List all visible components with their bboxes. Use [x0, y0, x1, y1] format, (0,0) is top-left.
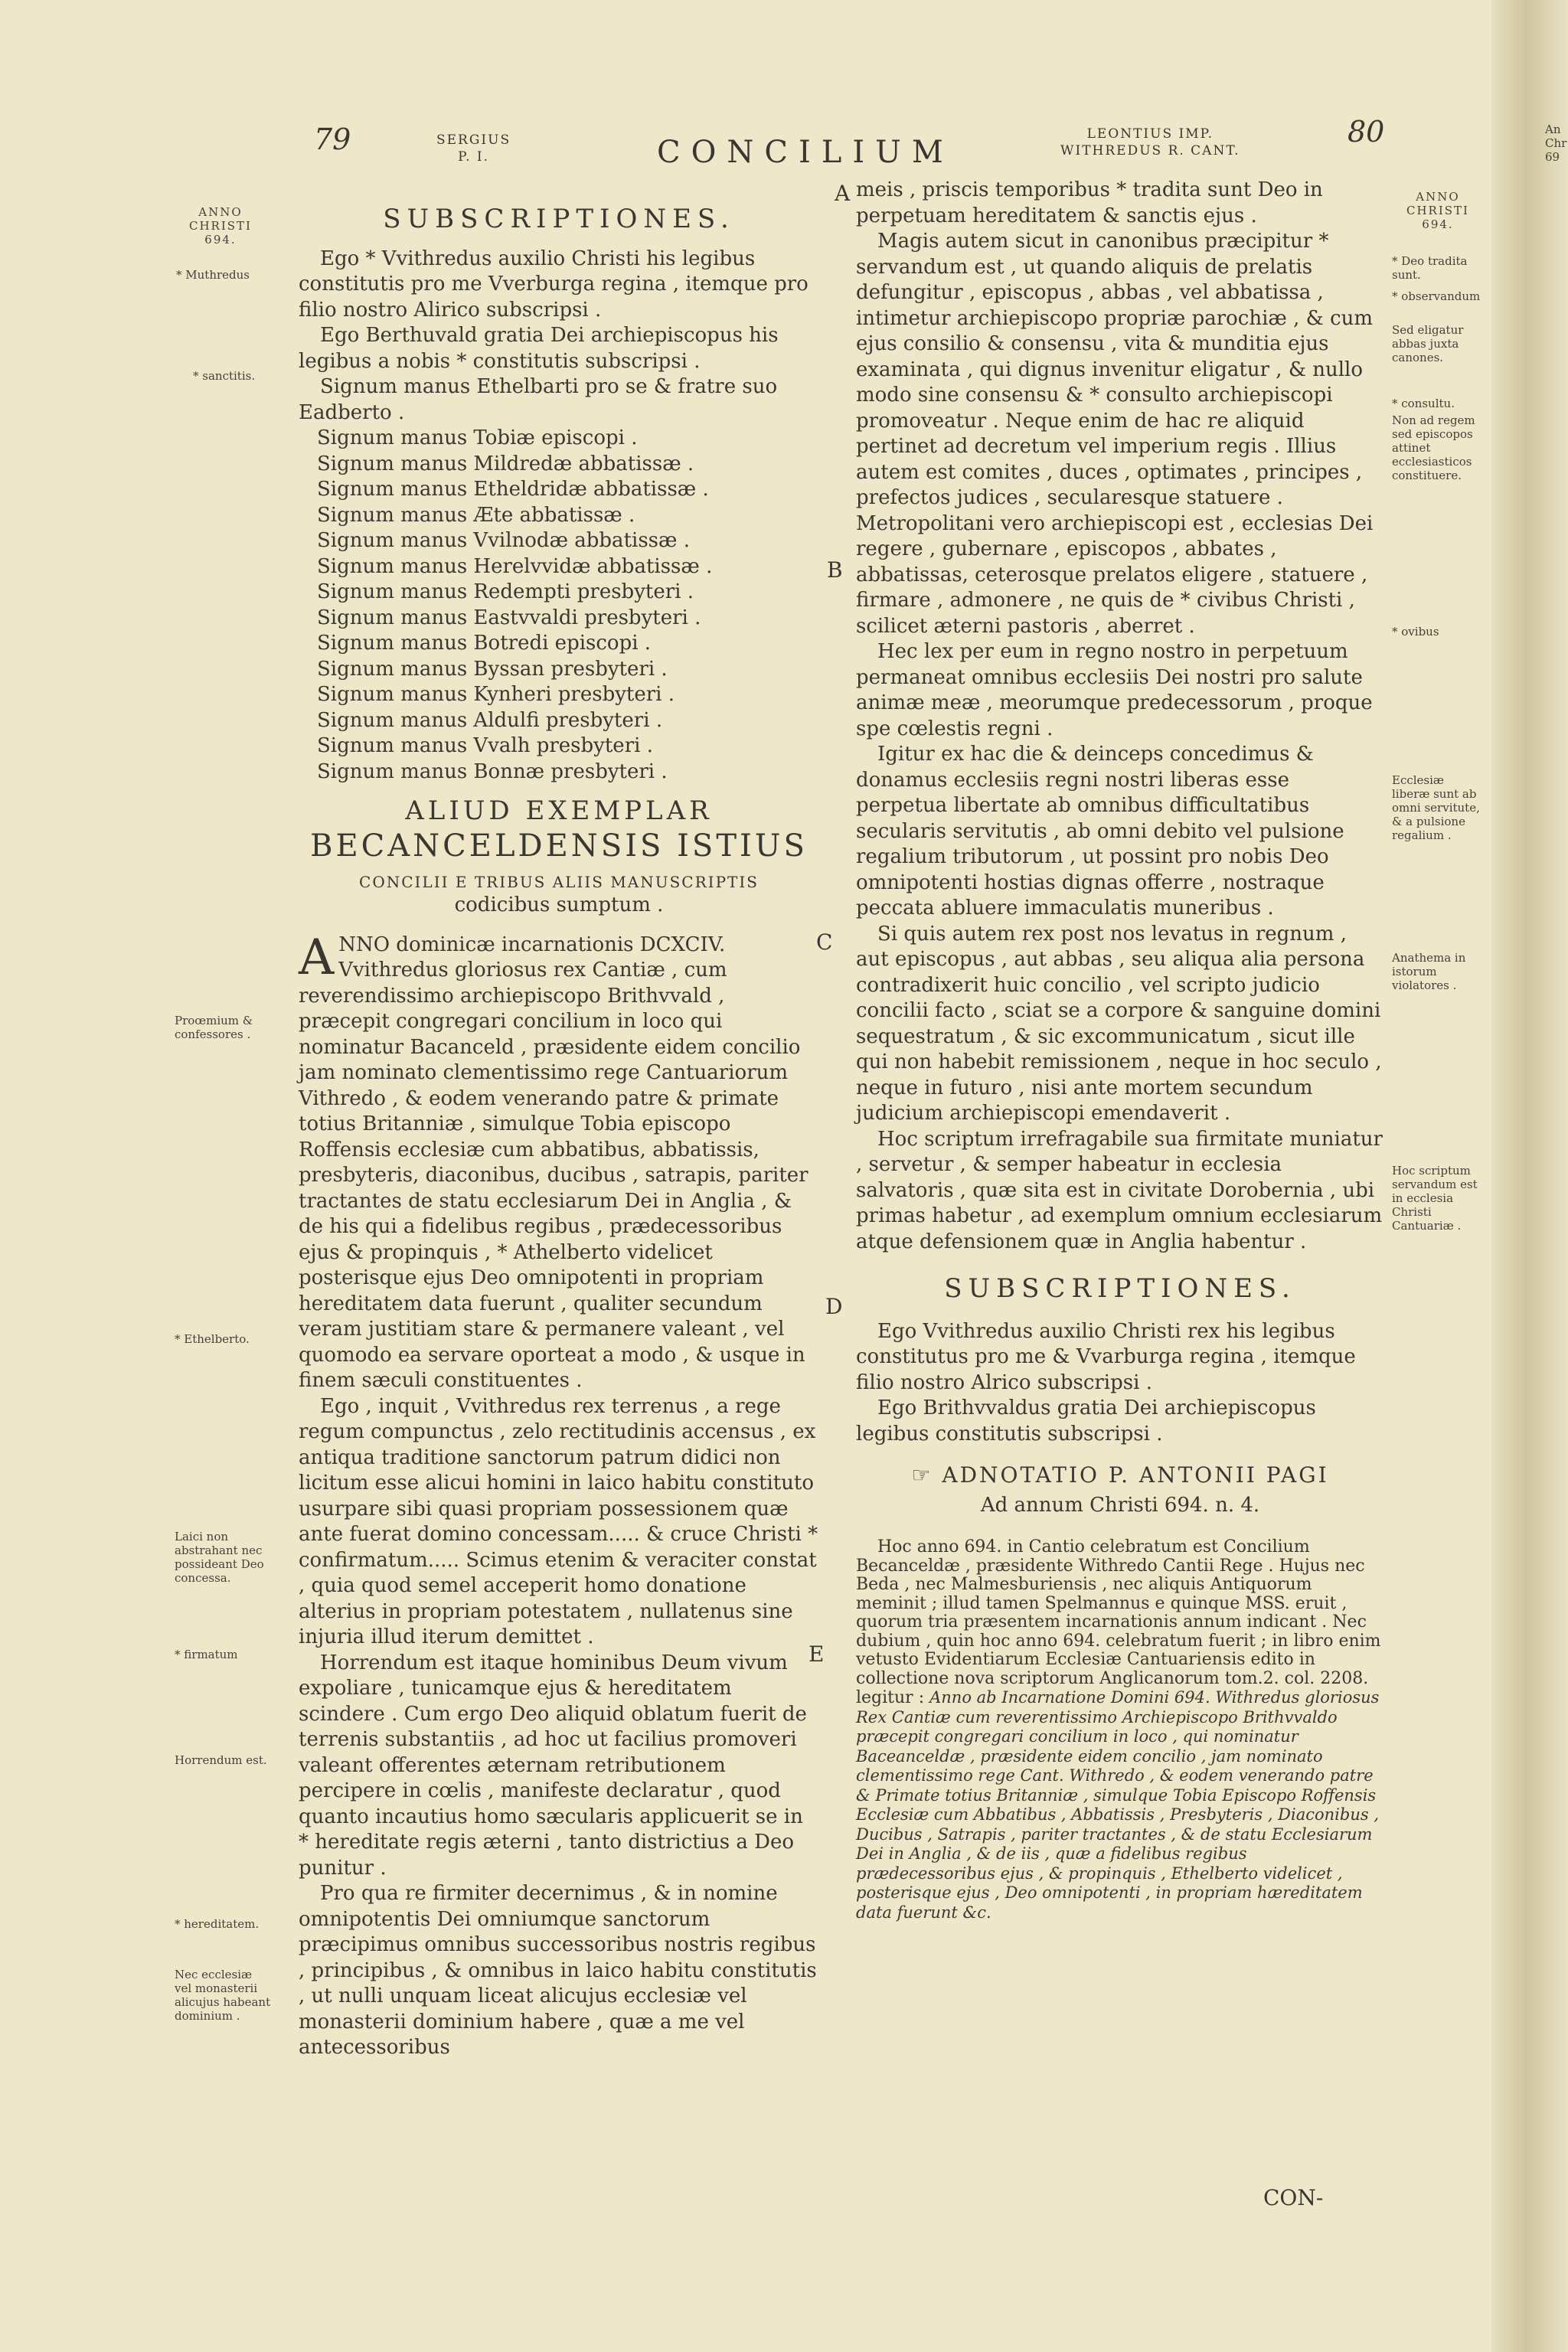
- aliud-exemplar-heading: ALIUD EXEMPLAR: [405, 795, 713, 826]
- right-margin-note: * consultu.: [1392, 397, 1455, 410]
- body-paragraph: Hoc scriptum irrefragabile sua firmitate muniatur , servetur , & semper habeatur in ecclesia salvatoris , quæ sita est in civitate Dorobernia , ubi primas habetur , ad exemplum omnium ecclesiarum atque defensionem quæ in Anglia habentur .: [856, 1127, 1383, 1253]
- body-paragraph: Pro qua re firmiter decernimus , & in nomine omnipotentis Dei omniumque sanctorum præcipimus omnibus successoribus nostris regibus , principibus , & omnibus in laico habitu constitutis , ut nulli unquam liceat alicujus ecclesiæ vel monasterii dominium habere , quæ a me vel antecessoribus: [299, 1882, 817, 2059]
- concilii-subtitle-2: codicibus sumptum .: [454, 893, 664, 916]
- left-margin-note: Horrendum est.: [175, 1753, 267, 1767]
- signum-line: Signum manus Etheldridæ abbatissæ .: [317, 478, 709, 501]
- signum-line: Signum manus Botredi episcopi .: [317, 632, 652, 655]
- section-letter: D: [825, 1294, 843, 1319]
- right-margin-note: * observandum: [1392, 289, 1481, 303]
- right-margin-note: Sed eligatur abbas juxta canones.: [1392, 323, 1464, 364]
- left-margin-note: * Ethelberto.: [175, 1332, 250, 1346]
- section-letter: E: [808, 1642, 825, 1667]
- left-margin-note: Nec ecclesiæ vel monasterii alicujus habeant dominium .: [175, 1968, 271, 2023]
- signum-line: Signum manus Redempti presbyteri .: [317, 580, 694, 603]
- left-page-number: 79: [314, 122, 351, 156]
- body-paragraph: meis , priscis temporibus * tradita sunt Deo in perpetuam hereditatem & sanctis ejus .: [856, 178, 1323, 227]
- page-gutter: [1491, 0, 1568, 2352]
- subscription-line: Ego * Vvithredus auxilio Christi his legibus constitutis pro me Vverburga regina , itemque pro filio nostro Alirico subscripsi .: [299, 247, 808, 322]
- signum-line: Signum manus Vvalh presbyteri .: [317, 734, 653, 757]
- body-paragraph: Horrendum est itaque hominibus Deum vivum expoliare , tunicamque ejus & hereditatem scindere . Cum ergo Deo aliquid oblatum fuerit de terrenis substantiis , ad hoc ut facilius promoveri valeant offerentes æternam retributionem percipere in cœlis , manifeste declaratur , quod quanto incautius homo sæcularis applicuerit se in * hereditate regis æterni , tanto districtius a Deo punitur .: [299, 1651, 807, 1880]
- signum-line: Signum manus Vvilnodæ abbatissæ .: [317, 529, 690, 552]
- subscription-line: Signum manus Ethelbarti pro se & fratre suo Eadberto .: [299, 375, 778, 424]
- right-margin-note: Non ad regem sed episcopos attinet ecclesiasticos constituere.: [1392, 413, 1475, 482]
- section-letter: C: [816, 929, 833, 955]
- left-margin-note: * firmatum: [175, 1648, 238, 1661]
- body-paragraph: Hec lex per eum in regno nostro in perpetuum permaneat omnibus ecclesiis Dei nostri pro salute animæ meæ , meorumque predecessorum , proque spe cœlestis regni .: [856, 640, 1373, 740]
- subscription-line: Ego Brithvvaldus gratia Dei archiepiscopus legibus constitutis subscripsi .: [856, 1396, 1316, 1446]
- adnotatio-heading: ☞ ADNOTATIO P. ANTONII PAGI: [911, 1462, 1329, 1488]
- left-margin-anno: ANNO CHRISTI 694.: [189, 205, 252, 247]
- signum-line: Signum manus Kynheri presbyteri .: [317, 683, 675, 706]
- section-letter: A: [835, 181, 851, 206]
- facing-page-edge: An Chr 69: [1545, 122, 1567, 164]
- right-page-number: 80: [1348, 115, 1385, 149]
- signum-line: Signum manus Bonnæ presbyteri .: [317, 760, 668, 783]
- right-margin-note: * ovibus: [1392, 625, 1439, 639]
- left-running-head: SERGIUS P. I.: [436, 132, 511, 165]
- signum-line: Signum manus Eastvvaldi presbyteri .: [317, 606, 701, 629]
- subscription-line: Ego Berthuvald gratia Dei archiepiscopus his legibus a nobis * constitutis subscripsi .: [299, 324, 779, 373]
- signum-line: Signum manus Byssan presbyteri .: [317, 657, 668, 681]
- left-column: [299, 202, 819, 2061]
- drop-cap: A: [299, 929, 335, 986]
- right-margin-note: Hoc scriptum servandum est in ecclesia Christi Cantuariæ .: [1392, 1164, 1478, 1233]
- body-paragraph: Ego , inquit , Vvithredus rex terrenus , a rege regum compunctus , zelo rectitudinis accensus , ex antiqua traditione sanctorum patrum didici non licitum esse alicui homini in laico habitu constituto usurpare sibi quasi propriam possessionem quæ ante fuerat domino concessam..... & cruce Christi * confirmatum..... Scimus etenim & veraciter constat , quia quod semel acceperit homo donatione alterius in propriam potestatem , nullatenus sine injuria illud iterum demittet .: [299, 1394, 818, 1648]
- body-paragraph: Igitur ex hac die & deinceps concedimus & donamus ecclesiis regni nostri liberas esse perpetua libertate ab omnibus difficultatibus secularis servitutis , ab omni debito vel pulsione regalium tributorum , ut possint pro nobis Deo omnipotenti hostias dignas offerre , nostraque peccata abluere immaculatis muneribus .: [856, 743, 1344, 920]
- adnotatio-note: Hoc anno 694. in Cantio celebratum est Concilium Becanceldæ , præsidente Withredo Cantii Rege . Hujus nec Beda , nec Malmesburiensis , nec aliquis Antiquorum meminit ; illud tamen Spelmannus e quinque MSS. eruit , quorum tria præsentem incarnationis annum indicant . Nec dubium , quin hoc anno 694. celebratum fuerit ; in libro enim vetusto Evidentiarum Ecclesiæ Cantuariensis edito in collectione nova scriptorum Anglicanorum tom.2. col. 2208. legitur : Anno ab Incarnatione Domini 694. Withredus gloriosus Rex Cantiæ cum reverentissimo Archiepiscopo Brithvvaldo præcepit congregari concilium in loco , qui nominatur Baceanceldæ , præsidente eidem concilio , jam nominato clementissimo rege Cant. Withredo , & eodem venerando patre & Primate totius Britanniæ , simulque Tobia Episcopo Roffensis Ecclesiæ cum Abbatibus , Abbatissis , Presbyteris , Diaconibus , Ducibus , Satrapis , pariter tractantes , & de statu Ecclesiarum Dei in Anglia , & de iis , quæ a fidelibus regibus prædecessoribus ejus , & propinquis , Ethelberto videlicet , posterisque ejus , Deo omnipotenti , in propriam hæreditatem data fuerunt &c.: [856, 1537, 1381, 1922]
- catchword: CON-: [1263, 2185, 1324, 2210]
- adnotatio-subtitle: Ad annum Christi 694. n. 4.: [980, 1493, 1260, 1517]
- signum-line: Signum manus Tobiæ episcopi .: [317, 426, 638, 449]
- signa-list: [299, 426, 819, 785]
- body-paragraph: ANNO dominicæ incarnationis DCXCIV. Vvithredus gloriosus rex Cantiæ , cum reverendissimo archiepiscopo Brithvvald , præcepit congregari concilium in loco qui nominatur Bacanceld , præsidente eidem concilio jam nominato clementissimo rege Cantuariorum Vithredo , & eodem venerando patre & primate totius Britanniæ , simulque Tobia episcopo Roffensis ecclesiæ cum abbatibus, abbatissis, presbyteris, diaconibus, ducibus , satrapis, pariter tractantes de statu ecclesiarum Dei in Anglia , & de his qui a fidelibus regibus , prædecessoribus ejus & propinquis , * Athelberto videlicet posterisque ejus Deo omnipotenti in propriam hereditatem data fuerunt , qualiter secundum veram justitiam stare & permanere valeant , vel quomodo ea servare oporteat a modo , & usque in finem sæculi constituentes .: [299, 929, 808, 1392]
- left-margin-note: * sanctitis.: [193, 369, 256, 383]
- left-margin-note: * Muthredus: [176, 268, 250, 282]
- becanceldensis-heading: BECANCELDENSIS ISTIUS: [310, 828, 808, 864]
- subscriptiones-heading-right: SUBSCRIPTIONES.: [944, 1273, 1296, 1304]
- left-margin-note: * hereditatem.: [175, 1917, 260, 1931]
- signum-line: Signum manus Aldulfi presbyteri .: [317, 708, 663, 732]
- signum-line: Signum manus Herelvvidæ abbatissæ .: [317, 554, 713, 578]
- body-paragraph: Si quis autem rex post nos levatus in regnum , aut episcopus , aut abbas , seu aliqua alia persona contradixerit huic concilio , vel scripto judicio concilii facto , sciat se a corpore & sanguine domini sequestratum , & sic excommunicatum , sicut ille qui non habebit remissionem , neque in hoc seculo , neque in futuro , nisi ante mortem secundum judicium archiepiscopi emendaverit .: [856, 922, 1382, 1125]
- right-margin-note: Ecclesiæ liberæ sunt ab omni servitute, & a pulsione regalium .: [1392, 773, 1480, 842]
- right-margin-note: Anathema in istorum violatores .: [1392, 951, 1466, 992]
- right-running-head: LEONTIUS IMP. WITHREDUS R. CANT.: [1060, 126, 1240, 158]
- right-margin-anno: ANNO CHRISTI 694.: [1406, 190, 1469, 231]
- page-title: CONCILIUM: [657, 135, 954, 170]
- signum-line: Signum manus Mildredæ abbatissæ .: [317, 452, 694, 475]
- subscriptiones-heading: SUBSCRIPTIONES.: [383, 204, 735, 234]
- right-column: [856, 178, 1384, 1922]
- left-margin-note: Proœmium & confessores .: [175, 1014, 253, 1041]
- signum-line: Signum manus Æte abbatissæ .: [317, 503, 635, 527]
- body-paragraph: Magis autem sicut in canonibus præcipitur * servandum est , ut quando aliquis de prelatis defungitur , episcopus , abbas , vel abbatissa , intimetur archiepiscopo propriæ parochiæ , & cum ejus consilio & consensu , vita & munditia ejus examinata , qui dignus invenitur eligatur , & nullo modo sine consensu & * consulto archiepiscopi promoveatur . Neque enim de hac re aliquid pertinet ad decretum vel imperium regis . Illius autem est comites , duces , optimates , principes , prefectos judices , secularesque statuere . Metropolitani vero archiepiscopi est , ecclesias Dei regere , gubernare , episcopos , abbates , abbatissas, ceterosque prelatos eligere , statuere , firmare , admonere , ne quis de * civibus Christi , scilicet æterni pastoris , aberret .: [856, 230, 1374, 638]
- right-margin-note: * Deo tradita sunt.: [1392, 254, 1468, 282]
- left-margin-note: Laici non abstrahant nec possideant Deo concessa.: [175, 1530, 264, 1585]
- subscription-line: Ego Vvithredus auxilio Christi rex his legibus constitutus pro me & Vvarburga regina , itemque filio nostro Alrico subscripsi .: [856, 1319, 1356, 1394]
- concilii-subtitle: CONCILII E TRIBUS ALIIS MANUSCRIPTIS: [359, 873, 759, 891]
- section-letter: B: [827, 557, 843, 583]
